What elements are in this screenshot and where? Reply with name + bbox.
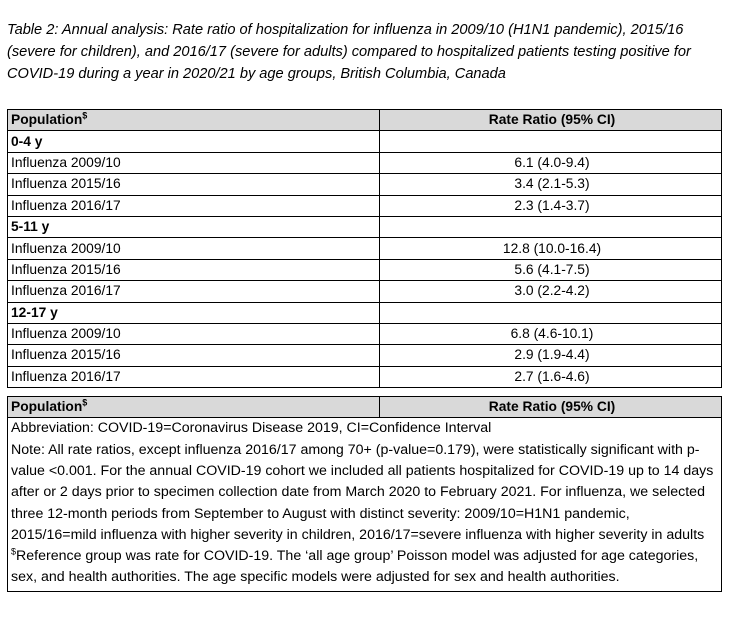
row-value: 3.4 (2.1-5.3) xyxy=(380,174,722,195)
row-name: Influenza 2009/10 xyxy=(8,152,380,173)
population-header xyxy=(8,110,380,131)
rate-ratio-header: Rate Ratio (95% CI) xyxy=(380,110,722,131)
notes-row xyxy=(8,418,722,591)
notes-cell xyxy=(8,418,722,591)
population-header-label: Population xyxy=(11,112,83,128)
row-value: 6.8 (4.6-10.1) xyxy=(380,323,722,344)
table-row xyxy=(8,366,722,387)
row-value: 3.0 (2.2-4.2) xyxy=(380,281,722,302)
row-name: Influenza 2016/17 xyxy=(8,366,380,387)
row-name: Influenza 2016/17 xyxy=(8,195,380,216)
table-row xyxy=(8,345,722,366)
footer-population-label: Population xyxy=(11,399,83,415)
row-value: 2.3 (1.4-3.7) xyxy=(380,195,722,216)
table-row xyxy=(8,259,722,280)
row-name: Influenza 2015/16 xyxy=(8,345,380,366)
row-name: Influenza 2016/17 xyxy=(8,281,380,302)
group-row xyxy=(8,216,722,237)
row-value: 12.8 (10.0-16.4) xyxy=(380,238,722,259)
footer-population-mark: $ xyxy=(82,397,88,408)
row-name: Influenza 2015/16 xyxy=(8,259,380,280)
row-name: Influenza 2015/16 xyxy=(8,174,380,195)
reference-mark: $ xyxy=(11,546,17,557)
reference-text: Reference group was rate for COVID-19. The ‘all age group’ Poisson model was adjusted for age categories, sex, and health authorities. The age specific models were adjusted for sex and health authorities. xyxy=(11,548,699,586)
table-row xyxy=(8,323,722,344)
rate-ratio-table xyxy=(7,109,722,388)
table-header-row xyxy=(8,110,722,131)
abbreviation-note: Abbreviation: COVID-19=Coronavirus Disease 2019, CI=Confidence Interval xyxy=(11,420,492,437)
reference-note xyxy=(11,546,717,589)
footer-header-row xyxy=(8,397,722,418)
row-value: 2.7 (1.6-4.6) xyxy=(380,366,722,387)
group-row xyxy=(8,131,722,152)
row-value: 5.6 (4.1-7.5) xyxy=(380,259,722,280)
group-row xyxy=(8,302,722,323)
group-label: 12-17 y xyxy=(8,302,380,323)
row-value: 6.1 (4.0-9.4) xyxy=(380,152,722,173)
table-row xyxy=(8,152,722,173)
footer-rate-ratio-header: Rate Ratio (95% CI) xyxy=(380,397,722,418)
table-row xyxy=(8,174,722,195)
group-empty-cell xyxy=(380,302,722,323)
table-row xyxy=(8,281,722,302)
row-name: Influenza 2009/10 xyxy=(8,238,380,259)
table-row xyxy=(8,195,722,216)
table-caption: Table 2: Annual analysis: Rate ratio of hospitalization for influenza in 2009/10 (H1N1 pandemic), 2015/16 (severe for children), and 2016/17 (severe for adults) compared to hospitalized patients testing positive for COVID-19 during a year in 2020/21 by age groups, British Columbia, Canada xyxy=(7,22,691,82)
group-empty-cell xyxy=(380,131,722,152)
group-label: 0-4 y xyxy=(8,131,380,152)
population-header-mark: $ xyxy=(82,110,88,121)
table-row xyxy=(8,238,722,259)
row-name: Influenza 2009/10 xyxy=(8,323,380,344)
group-label: 5-11 y xyxy=(8,216,380,237)
group-empty-cell xyxy=(380,216,722,237)
footer-population-header xyxy=(8,397,380,418)
significance-note: Note: All rate ratios, except influenza 2016/17 among 70+ (p-value=0.179), were statistically significant with p-value <0.001. For the annual COVID-19 cohort we included all patients hospitalized for COVID-19 up to 14 days after or 2 days prior to specimen collection date from March 2020 to February 2021. For influenza, we selected three 12-month periods from September to August with distinct severity: 2009/10=H1N1 pandemic, 2015/16=mild influenza with higher severity in children, 2016/17=severe influenza with higher severity in adults xyxy=(11,441,714,543)
footer-table xyxy=(7,396,722,592)
row-value: 2.9 (1.9-4.4) xyxy=(380,345,722,366)
